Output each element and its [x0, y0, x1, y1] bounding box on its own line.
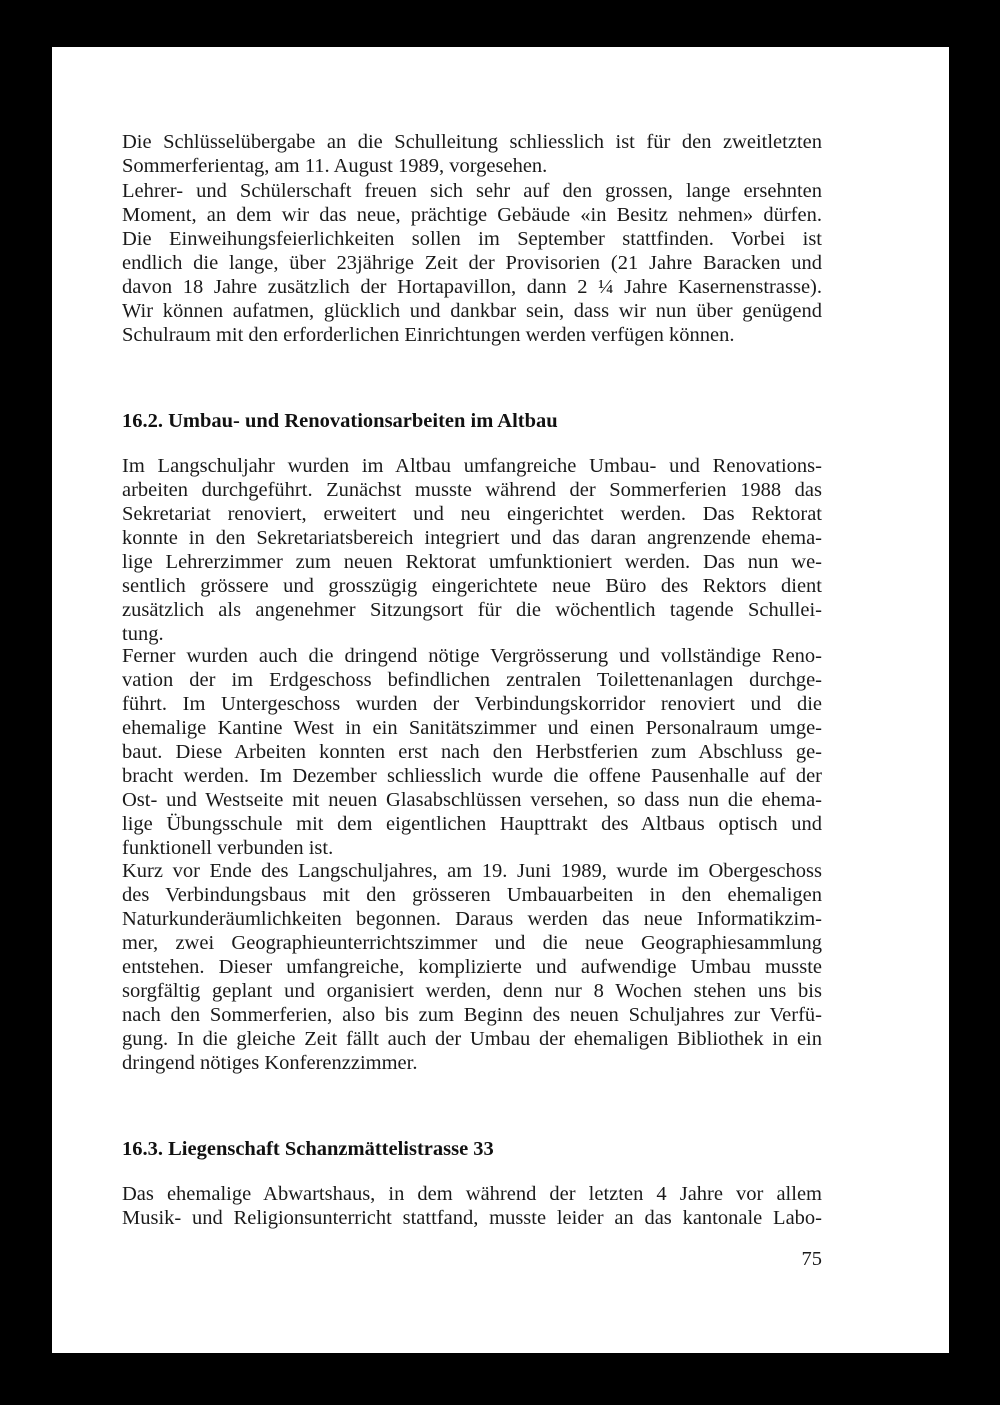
text-line: Ferner wurden auch die dringend nötige Vergrösserung und vollständige Reno- — [122, 645, 822, 667]
page-number: 75 — [801, 1248, 822, 1270]
section-heading-16-2: 16.2. Umbau- und Renovationsarbeiten im Altbau — [122, 410, 558, 432]
text-line: lige Lehrerzimmer zum neuen Rektorat umfunktioniert werden. Das nun we- — [122, 551, 822, 573]
text-line: baut. Diese Arbeiten konnten erst nach den Herbstferien zum Abschluss ge- — [122, 741, 822, 763]
text-line: des Verbindungsbaus mit den grösseren Umbauarbeiten in den ehemaligen — [122, 884, 822, 906]
text-line: Naturkunderäumlichkeiten begonnen. Daraus werden das neue Informatikzim- — [122, 908, 822, 930]
text-line: führt. Im Untergeschoss wurden der Verbindungskorridor renoviert und die — [122, 693, 822, 715]
text-line: sorgfältig geplant und organisiert werden, denn nur 8 Wochen stehen uns bis — [122, 980, 822, 1002]
text-line: zusätzlich als angenehmer Sitzungsort für die wöchentlich tagende Schullei- — [122, 599, 822, 621]
text-line: Sekretariat renoviert, erweitert und neu eingerichtet werden. Das Rektorat — [122, 503, 822, 525]
text-line: mer, zwei Geographieunterrichtszimmer und die neue Geographiesammlung — [122, 932, 822, 954]
text-line: Im Langschuljahr wurden im Altbau umfangreiche Umbau- und Renovations- — [122, 455, 822, 477]
text-line: vation der im Erdgeschoss befindlichen zentralen Toilettenanlagen durchge- — [122, 669, 822, 691]
text-line: lige Übungsschule mit dem eigentlichen Haupttrakt des Altbaus optisch und — [122, 813, 822, 835]
text-line: funktionell verbunden ist. — [122, 837, 334, 859]
text-line: Die Einweihungsfeierlichkeiten sollen im September stattfinden. Vorbei ist — [122, 228, 822, 250]
text-line: sentlich grössere und grosszügig eingerichtete neue Büro des Rektors dient — [122, 575, 822, 597]
section-heading-16-3: 16.3. Liegenschaft Schanzmättelistrasse 33 — [122, 1138, 494, 1160]
text-line: dringend nötiges Konferenzzimmer. — [122, 1052, 418, 1074]
text-line: Musik- und Religionsunterricht stattfand, musste leider an das kantonale Labo- — [122, 1207, 822, 1229]
text-line: konnte in den Sekretariatsbereich integriert und das daran angrenzende ehema- — [122, 527, 822, 549]
text-line: Moment, an dem wir das neue, prächtige Gebäude «in Besitz nehmen» dürfen. — [122, 204, 822, 226]
text-line: endlich die lange, über 23jährige Zeit der Provisorien (21 Jahre Baracken und — [122, 252, 822, 274]
text-line: Ost- und Westseite mit neuen Glasabschlüssen versehen, so dass nun die ehema- — [122, 789, 822, 811]
text-line: gung. In die gleiche Zeit fällt auch der Umbau der ehemaligen Bibliothek in ein — [122, 1028, 822, 1050]
text-line: Lehrer- und Schülerschaft freuen sich sehr auf den grossen, lange ersehnten — [122, 180, 822, 202]
text-line: Das ehemalige Abwartshaus, in dem während der letzten 4 Jahre vor allem — [122, 1183, 822, 1205]
text-line: arbeiten durchgeführt. Zunächst musste während der Sommerferien 1988 das — [122, 479, 822, 501]
text-line: entstehen. Dieser umfangreiche, komplizierte und aufwendige Umbau musste — [122, 956, 822, 978]
text-line: davon 18 Jahre zusätzlich der Hortapavillon, dann 2 ¼ Jahre Kasernenstrasse). — [122, 276, 822, 298]
text-line: Schulraum mit den erforderlichen Einrichtungen werden verfügen können. — [122, 324, 735, 346]
text-line: Die Schlüsselübergabe an die Schulleitung schliesslich ist für den zweitletzten — [122, 131, 822, 153]
text-line: Kurz vor Ende des Langschuljahres, am 19. Juni 1989, wurde im Obergeschoss — [122, 860, 822, 882]
text-line: tung. — [122, 623, 164, 645]
text-line: ehemalige Kantine West in ein Sanitätszimmer und einen Personalraum umge- — [122, 717, 822, 739]
text-line: Wir können aufatmen, glücklich und dankbar sein, dass wir nun über genügend — [122, 300, 822, 322]
text-line: Sommerferientag, am 11. August 1989, vorgesehen. — [122, 155, 548, 177]
text-line: bracht werden. Im Dezember schliesslich wurde die offene Pausenhalle auf der — [122, 765, 822, 787]
text-line: nach den Sommerferien, also bis zum Beginn des neuen Schuljahres zur Verfü- — [122, 1004, 822, 1026]
